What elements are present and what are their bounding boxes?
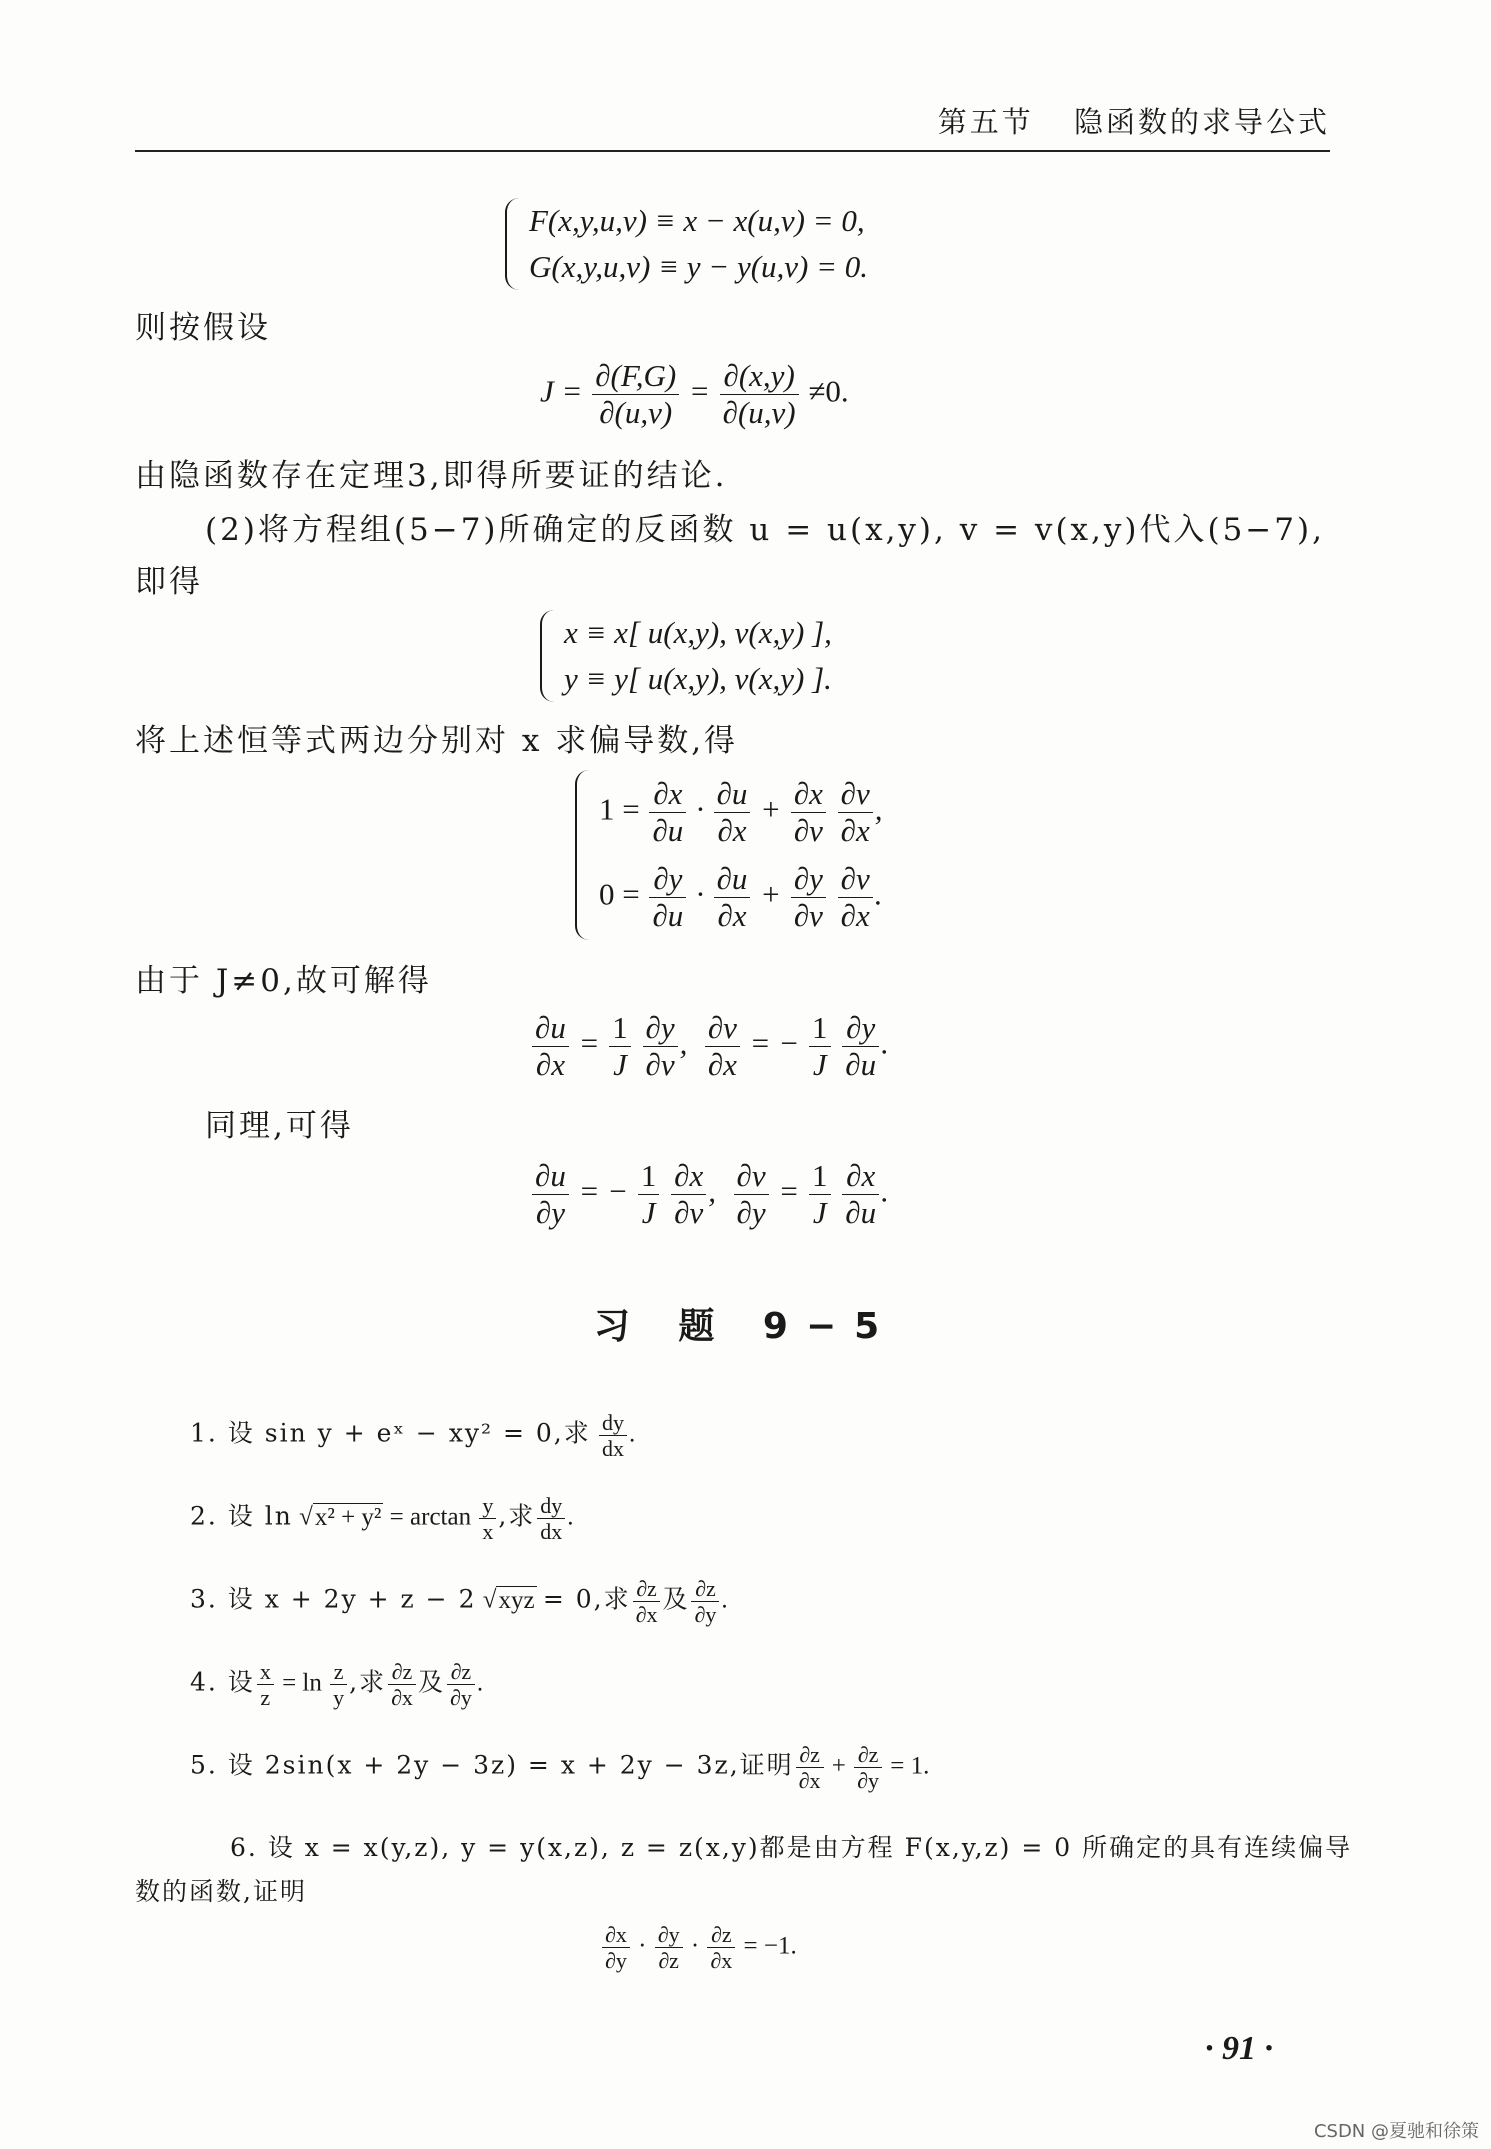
exercise-4: 4. 设 $\frac{x}{z}$ = ln $\frac{z}{y}$ ,求 $\frac{\partial z}{\partial x}$ 及 $\frac{\partial z}{\partial y}$ . bbox=[190, 1659, 484, 1711]
equation-system-3 bbox=[575, 770, 882, 940]
section-label: 第五节 bbox=[937, 105, 1034, 139]
text-theorem-line: 由隐函数存在定理3,即得所要证的结论. bbox=[135, 458, 728, 494]
text-part2-line: (2)将方程组(5−7)所确定的反函数 u = u(x,y), v = v(x,y)代入(5−7), bbox=[205, 512, 1325, 548]
jacobian-fraction-2: $\frac{\partial(x,y)}{\partial(u,v)}$ bbox=[720, 358, 799, 430]
exercise-2: 2. 设 ln √x² + y² = arctan $\frac{y}{x}$ ,求 $\frac{dy}{dx}$ . bbox=[190, 1493, 574, 1545]
result-equation-1: $\frac{\partial u}{\partial x}$ = $\frac{1}{J}$ $\frac{\partial y}{\partial v}$ , $\frac{\partial v}{\partial x}$ = − $\frac{1}{J}$ $\frac{\partial y}{\partial u}$ . bbox=[530, 1010, 889, 1082]
running-head bbox=[135, 100, 1330, 141]
jacobian-fraction-1: $\frac{\partial(F,G)}{\partial(u,v)}$ bbox=[592, 358, 679, 430]
system3-row1: 1 = $\frac{\partial x}{\partial u}$ · $\frac{\partial u}{\partial x}$ + $\frac{\partial x}{\partial v}$ $\frac{\partial v}{\partial x}$ , bbox=[599, 776, 883, 848]
equation-system-2 bbox=[540, 610, 832, 702]
system2-row1: x ≡ x[ u(x,y), v(x,y) ], bbox=[564, 615, 832, 650]
left-brace bbox=[505, 198, 521, 290]
jacobian-equation bbox=[540, 358, 849, 430]
result-equation-2: $\frac{\partial u}{\partial y}$ = − $\frac{1}{J}$ $\frac{\partial x}{\partial v}$ , $\frac{\partial v}{\partial y}$ = $\frac{1}{J}$ $\frac{\partial x}{\partial u}$ . bbox=[530, 1158, 889, 1230]
exercise-3: 3. 设 x + 2y + z − 2 √xyz = 0,求 $\frac{\partial z}{\partial x}$ 及 $\frac{\partial z}{\partial y}$ . bbox=[190, 1576, 728, 1628]
exercises-title: 习 题 9−5 bbox=[593, 1306, 898, 1347]
exercise-1: 1. 设 sin y + eˣ − xy² = 0,求 $\frac{dy}{dx}$ . bbox=[190, 1410, 636, 1462]
text-get-line: 即得 bbox=[135, 564, 203, 600]
system1-row2: G(x,y,u,v) ≡ y − y(u,v) = 0. bbox=[529, 249, 869, 284]
text-since-line: 由于 J≠0,故可解得 bbox=[135, 963, 432, 999]
exercise-5: 5. 设 2sin(x + 2y − 3z) = x + 2y − 3z,证明 $\frac{\partial z}{\partial x}$ + $\frac{\partial z}{\partial y}$ = 1. bbox=[190, 1742, 930, 1794]
exercise-6-line2: 数的函数,证明 bbox=[135, 1877, 307, 1906]
section-title-label: 隐函数的求导公式 bbox=[1073, 105, 1330, 139]
text-diff-line: 将上述恒等式两边分别对 x 求偏导数,得 bbox=[135, 723, 739, 759]
jacobian-equals: = bbox=[688, 373, 710, 409]
jacobian-lhs: J = bbox=[540, 373, 583, 409]
exercise-6-line1: 6. 设 x = x(y,z), y = y(x,z), z = z(x,y)都是由方程 F(x,y,z) = 0 所确定的具有连续偏导 bbox=[230, 1833, 1353, 1862]
text-similarly-line: 同理,可得 bbox=[205, 1108, 354, 1144]
system1-row1: F(x,y,u,v) ≡ x − x(u,v) = 0, bbox=[529, 203, 865, 238]
header-rule bbox=[135, 150, 1330, 152]
left-brace bbox=[540, 610, 556, 702]
system2-row2: y ≡ y[ u(x,y), v(x,y) ]. bbox=[564, 661, 832, 696]
equation-system-1 bbox=[505, 198, 868, 290]
text-then-assume: 则按假设 bbox=[135, 310, 271, 346]
page-number: · 91 · bbox=[1205, 2030, 1273, 2067]
left-brace bbox=[575, 770, 591, 940]
jacobian-tail: ≠0. bbox=[808, 373, 849, 409]
exercise-6-equation: $\frac{\partial x}{\partial y}$ · $\frac{\partial y}{\partial z}$ · $\frac{\partial z}{\partial x}$ = −1. bbox=[600, 1922, 797, 1974]
watermark: CSDN @夏驰和徐策 bbox=[1313, 2121, 1479, 2142]
system3-row2: 0 = $\frac{\partial y}{\partial u}$ · $\frac{\partial u}{\partial x}$ + $\frac{\partial y}{\partial v}$ $\frac{\partial v}{\partial x}$ . bbox=[599, 861, 883, 933]
